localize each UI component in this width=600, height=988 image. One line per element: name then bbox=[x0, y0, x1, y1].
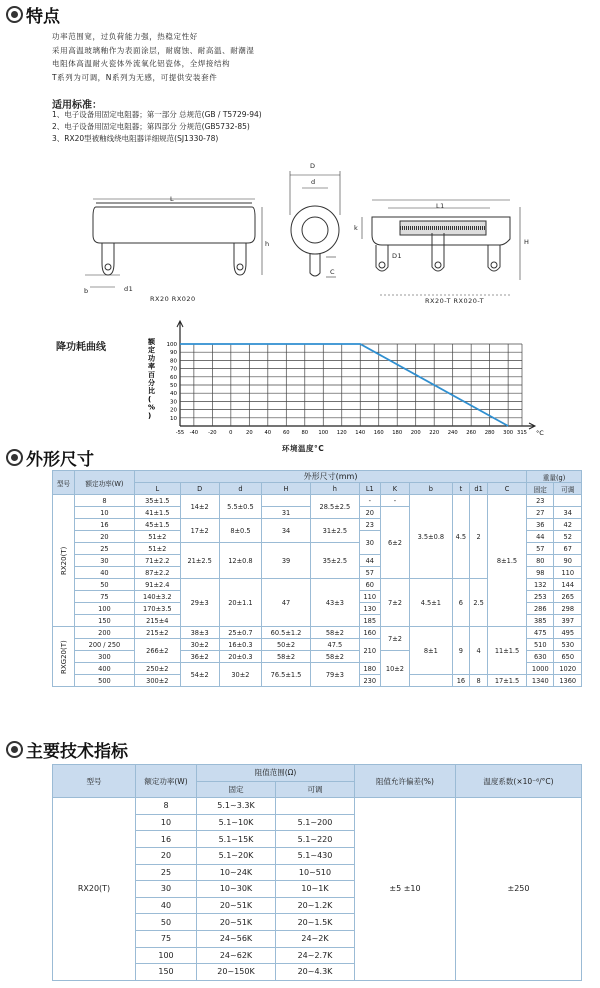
col-power: 额定功率(W) bbox=[74, 471, 134, 495]
y-tick-label: 30 bbox=[170, 399, 177, 406]
standard-item: 1、电子设备用固定电阻器；第一部分 总规范(GB / T5729-94) bbox=[52, 110, 262, 119]
bullet-icon bbox=[6, 6, 23, 23]
feature-item: 功率范围宽，过负荷能力强，热稳定性好 bbox=[52, 32, 198, 41]
chart-title: 降功耗曲线 bbox=[56, 342, 106, 353]
table-row: 40 20~51K 20~1.2K bbox=[53, 897, 582, 914]
x-tick-label: 220 bbox=[429, 430, 440, 436]
y-tick-label: 50 bbox=[170, 383, 177, 389]
table-row: 16 5.1~15K 5.1~220 bbox=[53, 831, 582, 848]
x-tick-label: 0 bbox=[229, 430, 233, 436]
model-cell: RXG20(T) bbox=[53, 627, 75, 687]
table-row: 100 24~62K 24~2.7K bbox=[53, 947, 582, 964]
col-h: h bbox=[310, 483, 359, 495]
features-heading: 特点 bbox=[6, 2, 60, 27]
model-cell: RX20(T) bbox=[53, 798, 136, 981]
x-tick-label: 300 bbox=[503, 430, 514, 436]
col-K: K bbox=[380, 483, 409, 495]
model-cell: RX20(T) bbox=[53, 495, 75, 627]
col-tolerance: 阻值允许偏差(%) bbox=[355, 765, 456, 798]
label-k: k bbox=[354, 224, 359, 232]
col-fixed: 固定 bbox=[197, 781, 276, 798]
x-unit-label: °C bbox=[536, 429, 544, 437]
x-tick-label: 40 bbox=[264, 430, 272, 436]
table-header-row bbox=[53, 471, 582, 483]
label-D: D bbox=[310, 162, 316, 170]
label-L: L bbox=[170, 195, 175, 203]
table-header-row bbox=[53, 765, 582, 782]
col-model: 型号 bbox=[53, 471, 75, 495]
y-tick-label: 60 bbox=[170, 374, 177, 381]
feature-item: 采用高温玻璃釉作为表面涂层，耐腐蚀、耐高温、耐潮湿 bbox=[52, 45, 255, 55]
y-tick-label: 90 bbox=[170, 350, 177, 357]
x-tick-label: 260 bbox=[466, 430, 477, 436]
label-D1: D1 bbox=[392, 252, 403, 260]
feature-item: 电阻体高温耐火瓷体外流氧化铝瓷体，全焊接结构 bbox=[52, 59, 231, 69]
x-axis-title: 环境温度°C bbox=[282, 444, 325, 453]
bullet-icon bbox=[6, 449, 23, 466]
x-tick-label: -20 bbox=[208, 430, 217, 436]
table-row: 400 250±2 54±2 30±2 76.5±1.5 79±3 180 1000 1020 bbox=[53, 663, 582, 675]
standards-list bbox=[52, 109, 262, 145]
x-tick-label: 20 bbox=[246, 430, 253, 436]
y-tick-label: 100 bbox=[166, 342, 177, 348]
label-C: C bbox=[330, 268, 336, 276]
col-L: L bbox=[135, 483, 181, 495]
table-row: 40 87±2.2 57 98 110 bbox=[53, 567, 582, 579]
table-row: 20 5.1~20K 5.1~430 bbox=[53, 847, 582, 864]
y-tick-label: 80 bbox=[170, 358, 177, 365]
col-L1: L1 bbox=[359, 483, 380, 495]
x-tick-label: 315 bbox=[517, 430, 527, 436]
col-range: 阻值范围(Ω) bbox=[197, 765, 355, 782]
features-list bbox=[52, 30, 255, 84]
col-weight-adj: 可调 bbox=[554, 483, 582, 495]
x-tick-label: 280 bbox=[484, 430, 495, 436]
label-H: H bbox=[524, 238, 530, 246]
table-row: 500 300±2 230 16 8 17±1.5 1340 1360 bbox=[53, 675, 582, 687]
resistor-drawings bbox=[0, 155, 600, 315]
y-tick-label: 10 bbox=[170, 415, 177, 422]
feature-item: T系列为可调，N系列为无感，可提供安装套件 bbox=[52, 72, 218, 82]
col-adjustable: 可调 bbox=[276, 781, 355, 798]
label-d: d bbox=[311, 178, 316, 186]
table-row: RX20(T) 8 35±1.5 14±2 5.5±0.5 28.5±2.5 - - 3.5±0.8 4.5 2 8±1.5 23 bbox=[53, 495, 582, 507]
tcr-cell: ±250 bbox=[456, 798, 582, 981]
table-row: 150 20~150K 20~4.3K bbox=[53, 964, 582, 981]
y-axis-title: 额定功率百分比( % ) bbox=[148, 338, 156, 420]
x-tick-label: 200 bbox=[410, 430, 421, 436]
x-tick-label: -55 bbox=[175, 430, 185, 436]
col-weight-fixed: 固定 bbox=[527, 483, 554, 495]
dims-heading: 外形尺寸 bbox=[6, 445, 94, 470]
table-row: 25 51±2 21±2.5 12±0.8 39 35±2.5 57 67 bbox=[53, 543, 582, 555]
derating-chart bbox=[140, 318, 544, 444]
table-row: RX20(T) 8 5.1~3.3K ±5 ±10 ±250 bbox=[53, 798, 582, 815]
col-H: H bbox=[262, 483, 311, 495]
col-dims-group: 外形尺寸(mm) bbox=[135, 471, 527, 483]
resistor-end-view bbox=[290, 171, 340, 277]
x-tick-label: 160 bbox=[373, 430, 384, 436]
table-row: 150 215±4 185 385 397 bbox=[53, 615, 582, 627]
col-D: D bbox=[180, 483, 219, 495]
resistor-adjustable-view bbox=[362, 200, 520, 295]
table-row: 10 5.1~10K 5.1~200 bbox=[53, 814, 582, 831]
col-tcr: 温度系数(×10⁻⁶/°C) bbox=[456, 765, 582, 798]
table-row: RXG20(T) 200 215±2 38±3 25±0.7 60.5±1.2 58±2 160 7±2 8±1 9 4 11±1.5 475 495 bbox=[53, 627, 582, 639]
spec-table bbox=[52, 764, 582, 981]
label-L1: L1 bbox=[436, 202, 445, 210]
table-row: 300 36±2 20±0.3 58±2 58±2 10±2 630 650 bbox=[53, 651, 582, 663]
table-row: 30 10~30K 10~1K bbox=[53, 881, 582, 898]
label-d1: d1 bbox=[124, 285, 134, 293]
col-b: b bbox=[410, 483, 452, 495]
x-tick-label: 180 bbox=[392, 430, 403, 436]
col-power: 额定功率(W) bbox=[136, 765, 197, 798]
col-weight-group: 重量(g) bbox=[527, 471, 582, 483]
y-tick-label: 20 bbox=[170, 407, 177, 414]
standards-title: 适用标准： bbox=[52, 100, 102, 111]
x-tick-label: 100 bbox=[318, 430, 329, 436]
y-tick-label: 40 bbox=[170, 391, 177, 398]
table-row: 10 41±1.5 31 20 6±2 27 34 bbox=[53, 507, 582, 519]
label-b: b bbox=[84, 287, 89, 295]
left-caption: RX20 RX020 bbox=[150, 295, 196, 303]
col-d1: d1 bbox=[470, 483, 488, 495]
x-tick-label: -40 bbox=[189, 430, 199, 436]
col-t: t bbox=[452, 483, 470, 495]
table-row: 75 140±3.2 110 253 265 bbox=[53, 591, 582, 603]
tolerance-cell: ±5 ±10 bbox=[355, 798, 456, 981]
x-tick-label: 80 bbox=[301, 430, 309, 436]
standard-item: 2、电子设备用固定电阻器；第四部分 分规范(GB5732-85) bbox=[52, 122, 250, 131]
x-tick-label: 120 bbox=[336, 430, 347, 436]
table-row: 25 10~24K 10~510 bbox=[53, 864, 582, 881]
x-tick-label: 240 bbox=[447, 430, 458, 436]
table-row: 16 45±1.5 17±2 8±0.5 34 31±2.5 23 36 42 bbox=[53, 519, 582, 531]
spec-heading: 主要技术指标 bbox=[6, 737, 128, 762]
table-row: 100 170±3.5 130 286 298 bbox=[53, 603, 582, 615]
col-C: C bbox=[487, 483, 526, 495]
table-row: 50 20~51K 20~1.5K bbox=[53, 914, 582, 931]
label-h: h bbox=[265, 240, 270, 248]
col-model: 型号 bbox=[53, 765, 136, 798]
col-d: d bbox=[219, 483, 261, 495]
standard-item: 3、RX20型被釉线绕电阻器详细规范(SJ1330-78) bbox=[52, 134, 219, 143]
y-tick-label: 70 bbox=[170, 366, 177, 373]
right-caption: RX20-T RX020-T bbox=[425, 297, 485, 305]
bullet-icon bbox=[6, 741, 23, 758]
x-tick-label: 60 bbox=[282, 430, 290, 436]
resistor-side-view bbox=[85, 199, 262, 287]
table-row: 20 51±2 30 44 52 bbox=[53, 531, 582, 543]
table-row: 200 / 250 266±2 30±2 16±0.3 50±2 47.5 210 510 530 bbox=[53, 639, 582, 651]
table-row: 50 91±2.4 29±3 20±1.1 47 43±3 60 7±2 4.5±1 6 2.5 132 144 bbox=[53, 579, 582, 591]
table-row: 30 71±2.2 44 80 90 bbox=[53, 555, 582, 567]
table-row: 75 24~56K 24~2K bbox=[53, 930, 582, 947]
dimensions-table bbox=[52, 470, 582, 687]
x-tick-label: 140 bbox=[355, 430, 366, 436]
